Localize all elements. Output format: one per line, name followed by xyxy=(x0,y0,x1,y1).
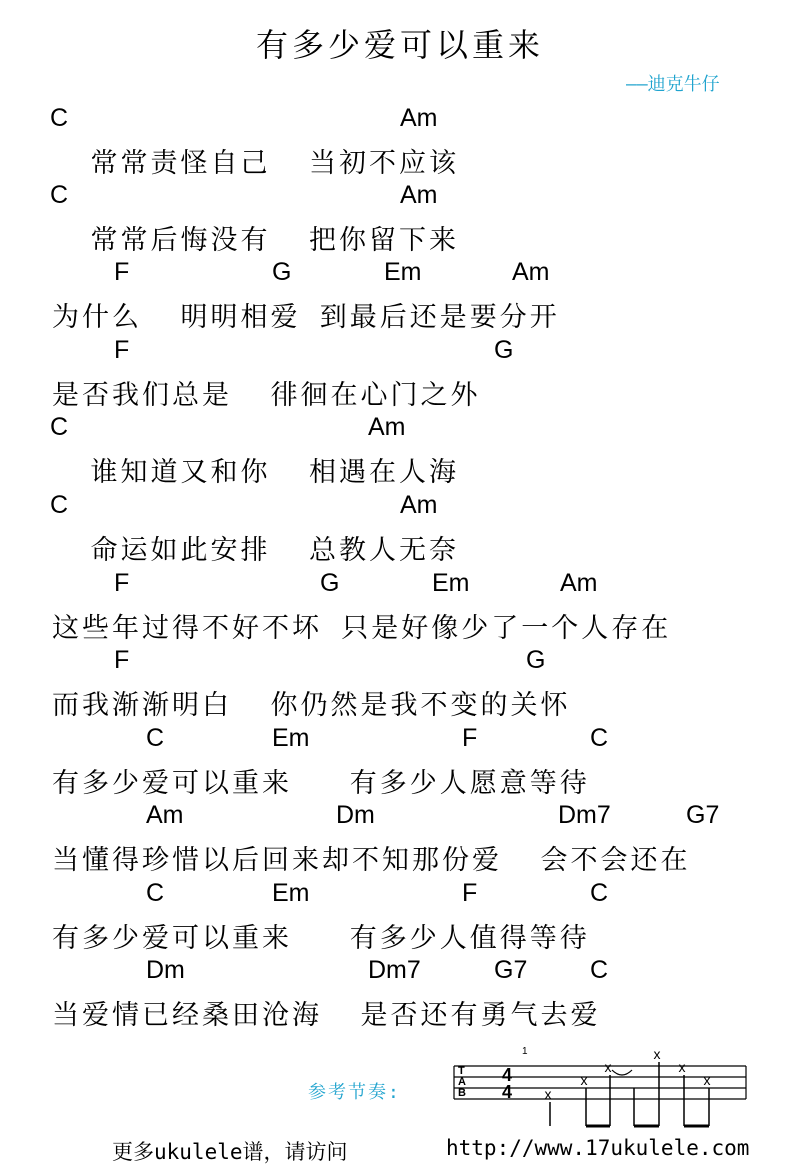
chord-label: Am xyxy=(400,181,438,209)
chord-label: G7 xyxy=(686,801,720,829)
chord-row xyxy=(0,879,800,913)
time-sig-bottom: 4 xyxy=(502,1082,513,1102)
rhythm-tab xyxy=(452,1042,752,1132)
lyric-line: 有多少爱可以重来 有多少人愿意等待 xyxy=(52,768,590,799)
chord-row xyxy=(0,181,800,215)
chord-label: C xyxy=(590,879,609,907)
chord-label: C xyxy=(50,181,69,209)
chord-row xyxy=(0,646,800,680)
strum-x-4: x xyxy=(653,1046,661,1062)
chord-label: Dm7 xyxy=(558,801,611,829)
chord-label: G xyxy=(494,336,514,364)
lyric-line: 谁知道又和你 相遇在人海 xyxy=(52,457,460,488)
chord-label: Am xyxy=(560,569,598,597)
song-title: 有多少爱可以重来 xyxy=(255,26,544,64)
chord-label: Dm7 xyxy=(368,956,421,984)
lyric-line: 常常责怪自己 当初不应该 xyxy=(52,148,460,179)
chord-label: Dm xyxy=(336,801,375,829)
chord-row xyxy=(0,336,800,370)
strum-x-1: x xyxy=(544,1086,552,1102)
tab-measure-number: 1 xyxy=(522,1046,528,1057)
lyric-line: 当懂得珍惜以后回来却不知那份爱 会不会还在 xyxy=(52,845,691,876)
lyric-line: 常常后悔没有 把你留下来 xyxy=(52,225,460,256)
footer-text: 更多ukulele谱，请访问 xyxy=(112,1140,348,1164)
lyric-line: 为什么 明明相爱 到最后还是要分开 xyxy=(52,302,560,333)
tab-label-t: T xyxy=(458,1065,465,1077)
chord-label: Em xyxy=(272,879,310,907)
chord-label: C xyxy=(50,413,69,441)
chord-label: C xyxy=(50,104,69,132)
chord-label: Dm xyxy=(146,956,185,984)
chord-label: Am xyxy=(400,104,438,132)
chord-label: F xyxy=(114,336,130,364)
chord-row xyxy=(0,104,800,138)
chord-label: F xyxy=(114,258,130,286)
chord-label: G xyxy=(320,569,340,597)
chord-label: Em xyxy=(272,724,310,752)
chord-row xyxy=(0,258,800,292)
chord-row xyxy=(0,956,800,990)
chord-label: Am xyxy=(368,413,406,441)
chord-label: F xyxy=(462,724,478,752)
chord-row xyxy=(0,724,800,758)
chord-label: Am xyxy=(400,491,438,519)
strum-x-6: x xyxy=(703,1072,711,1088)
lyric-line: 而我渐渐明白 你仍然是我不变的关怀 xyxy=(52,690,571,721)
chord-label: F xyxy=(114,569,130,597)
chord-label: G xyxy=(526,646,546,674)
lyric-line: 是否我们总是 徘徊在心门之外 xyxy=(52,380,481,411)
chord-label: F xyxy=(114,646,130,674)
chord-label: F xyxy=(462,879,478,907)
tab-label-a: A xyxy=(458,1076,466,1088)
chord-label: G xyxy=(272,258,292,286)
chord-label: Am xyxy=(146,801,184,829)
strum-x-5: x xyxy=(678,1059,686,1075)
chord-label: C xyxy=(50,491,69,519)
chord-row xyxy=(0,491,800,525)
rhythm-label: 参考节奏: xyxy=(308,1082,401,1103)
chord-label: C xyxy=(590,724,609,752)
chord-label: C xyxy=(146,879,165,907)
strum-x-3: x xyxy=(604,1059,612,1075)
chord-label: Am xyxy=(512,258,550,286)
lyric-line: 当爱情已经桑田沧海 是否还有勇气去爱 xyxy=(52,1000,601,1031)
chord-label: G7 xyxy=(494,956,528,984)
lyric-line: 这些年过得不好不坏 只是好像少了一个人存在 xyxy=(52,613,672,644)
chord-label: Em xyxy=(432,569,470,597)
lyric-line: 有多少爱可以重来 有多少人值得等待 xyxy=(52,923,590,954)
chord-label: C xyxy=(590,956,609,984)
strum-x-2: x xyxy=(580,1072,588,1088)
chord-row xyxy=(0,569,800,603)
chord-row xyxy=(0,413,800,447)
chord-label: Em xyxy=(384,258,422,286)
artist-name: ——迪克牛仔 xyxy=(626,74,720,95)
time-sig-top: 4 xyxy=(502,1065,513,1085)
footer-url[interactable]: http://www.17ukulele.com xyxy=(446,1136,750,1160)
tab-label-b: B xyxy=(458,1087,466,1099)
chord-row xyxy=(0,801,800,835)
chord-label: C xyxy=(146,724,165,752)
lyric-line: 命运如此安排 总教人无奈 xyxy=(52,535,460,566)
